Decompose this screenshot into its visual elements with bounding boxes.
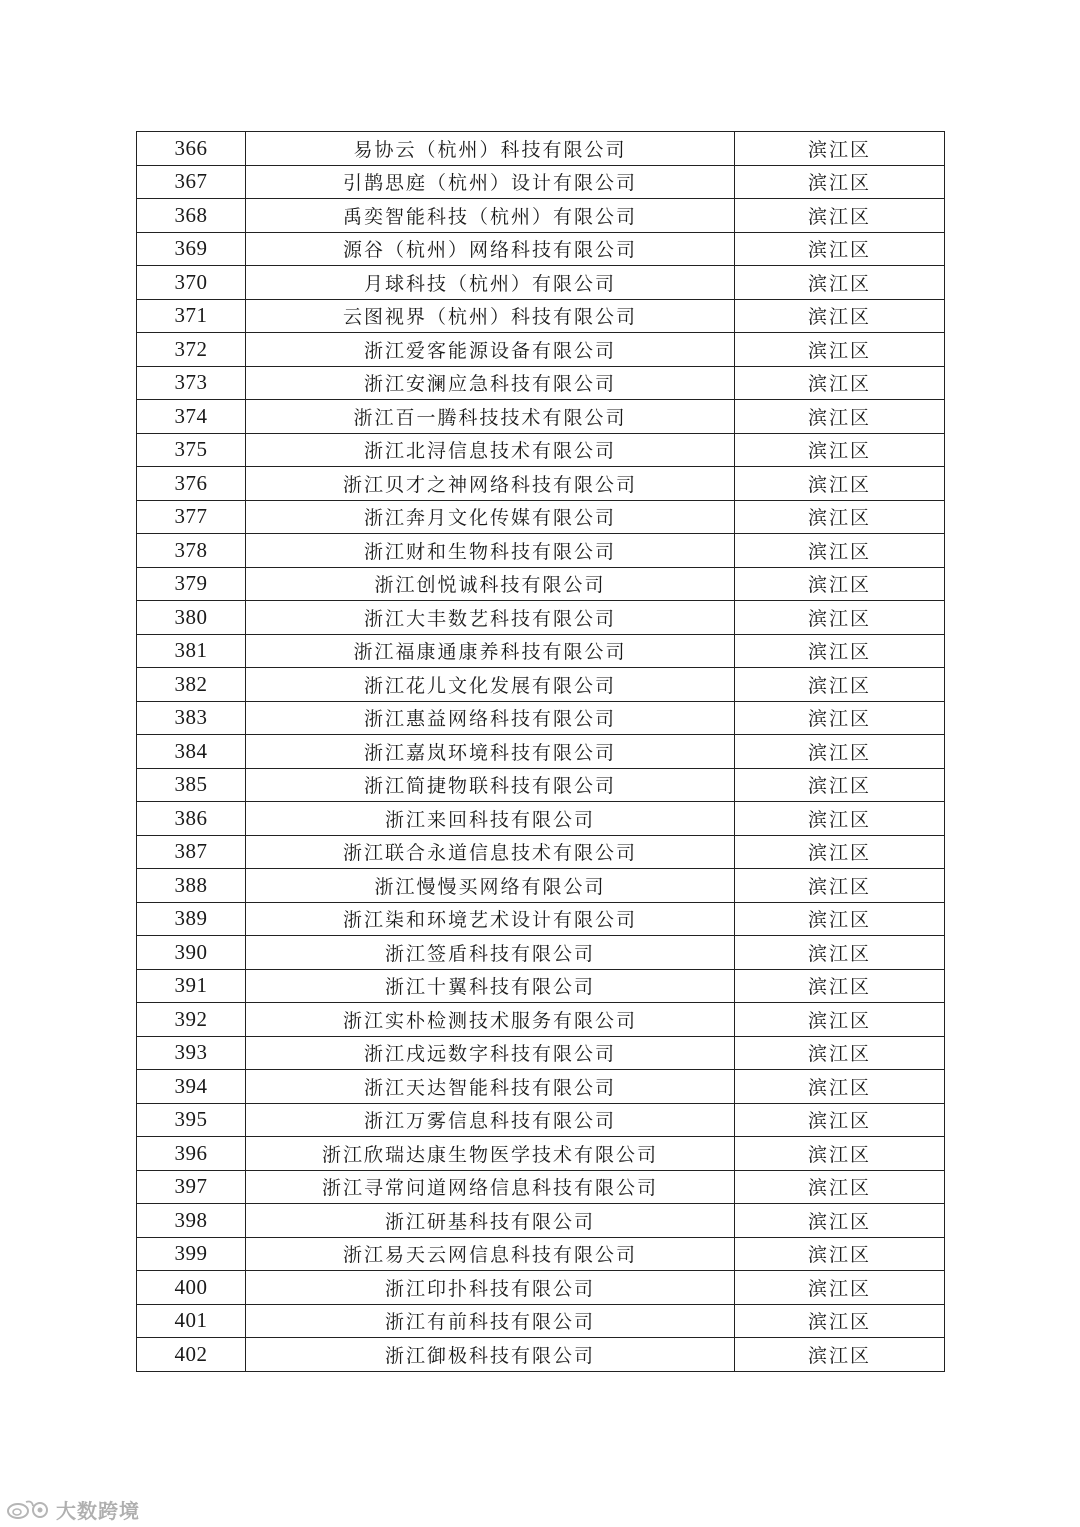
- company-name-cell: 浙江贝才之神网络科技有限公司: [246, 467, 735, 501]
- table-row: [137, 534, 945, 568]
- company-name-cell: 浙江签盾科技有限公司: [246, 936, 735, 970]
- row-number-cell: 390: [137, 936, 246, 970]
- table-row: [137, 869, 945, 903]
- row-number-cell: 397: [137, 1170, 246, 1204]
- table-row: [137, 701, 945, 735]
- row-number-cell: 394: [137, 1070, 246, 1104]
- district-cell: 滨江区: [735, 433, 945, 467]
- table-row: [137, 366, 945, 400]
- district-cell: 滨江区: [735, 1036, 945, 1070]
- company-name-cell: 浙江奔月文化传媒有限公司: [246, 500, 735, 534]
- table-row: [137, 467, 945, 501]
- district-cell: 滨江区: [735, 835, 945, 869]
- table-row: [137, 199, 945, 233]
- company-name-cell: 浙江北浔信息技术有限公司: [246, 433, 735, 467]
- table-row: [137, 668, 945, 702]
- row-number-cell: 378: [137, 534, 246, 568]
- company-name-cell: 浙江柒和环境艺术设计有限公司: [246, 902, 735, 936]
- table-row: [137, 936, 945, 970]
- table-row: [137, 1271, 945, 1305]
- district-cell: 滨江区: [735, 768, 945, 802]
- row-number-cell: 368: [137, 199, 246, 233]
- table-row: [137, 266, 945, 300]
- table-row: [137, 835, 945, 869]
- company-list-table: [136, 131, 945, 1372]
- company-name-cell: 浙江慢慢买网络有限公司: [246, 869, 735, 903]
- company-name-cell: 浙江天达智能科技有限公司: [246, 1070, 735, 1104]
- table-row: [137, 567, 945, 601]
- district-cell: 滨江区: [735, 1137, 945, 1171]
- row-number-cell: 384: [137, 735, 246, 769]
- table-row: [137, 1137, 945, 1171]
- table-row: [137, 433, 945, 467]
- district-cell: 滨江区: [735, 1003, 945, 1037]
- table-row: [137, 299, 945, 333]
- district-cell: 滨江区: [735, 735, 945, 769]
- row-number-cell: 386: [137, 802, 246, 836]
- row-number-cell: 391: [137, 969, 246, 1003]
- row-number-cell: 402: [137, 1338, 246, 1372]
- district-cell: 滨江区: [735, 1304, 945, 1338]
- table-row: [137, 1170, 945, 1204]
- district-cell: 滨江区: [735, 199, 945, 233]
- district-cell: 滨江区: [735, 132, 945, 166]
- district-cell: 滨江区: [735, 232, 945, 266]
- company-name-cell: 云图视界（杭州）科技有限公司: [246, 299, 735, 333]
- row-number-cell: 366: [137, 132, 246, 166]
- row-number-cell: 381: [137, 634, 246, 668]
- row-number-cell: 392: [137, 1003, 246, 1037]
- district-cell: 滨江区: [735, 1103, 945, 1137]
- table-row: [137, 601, 945, 635]
- district-cell: 滨江区: [735, 969, 945, 1003]
- company-name-cell: 浙江创悦诚科技有限公司: [246, 567, 735, 601]
- table-row: [137, 802, 945, 836]
- company-name-cell: 浙江福康通康养科技有限公司: [246, 634, 735, 668]
- table-row: [137, 902, 945, 936]
- district-cell: 滨江区: [735, 1338, 945, 1372]
- table-row: [137, 1003, 945, 1037]
- company-name-cell: 月球科技（杭州）有限公司: [246, 266, 735, 300]
- row-number-cell: 389: [137, 902, 246, 936]
- company-name-cell: 禹奕智能科技（杭州）有限公司: [246, 199, 735, 233]
- table-row: [137, 735, 945, 769]
- company-name-cell: 浙江花儿文化发展有限公司: [246, 668, 735, 702]
- company-name-cell: 浙江百一腾科技技术有限公司: [246, 400, 735, 434]
- table-row: [137, 1070, 945, 1104]
- district-cell: 滨江区: [735, 333, 945, 367]
- row-number-cell: 373: [137, 366, 246, 400]
- row-number-cell: 367: [137, 165, 246, 199]
- district-cell: 滨江区: [735, 936, 945, 970]
- company-name-cell: 浙江戌远数字科技有限公司: [246, 1036, 735, 1070]
- district-cell: 滨江区: [735, 366, 945, 400]
- company-name-cell: 引鹊思庭（杭州）设计有限公司: [246, 165, 735, 199]
- row-number-cell: 377: [137, 500, 246, 534]
- company-name-cell: 浙江有前科技有限公司: [246, 1304, 735, 1338]
- row-number-cell: 401: [137, 1304, 246, 1338]
- district-cell: 滨江区: [735, 1170, 945, 1204]
- row-number-cell: 370: [137, 266, 246, 300]
- table-row: [137, 165, 945, 199]
- row-number-cell: 380: [137, 601, 246, 635]
- table-row: [137, 1103, 945, 1137]
- table-body: [137, 132, 945, 1372]
- row-number-cell: 387: [137, 835, 246, 869]
- company-name-cell: 浙江财和生物科技有限公司: [246, 534, 735, 568]
- district-cell: 滨江区: [735, 902, 945, 936]
- weibo-logo-icon: [6, 1498, 50, 1520]
- company-name-cell: 浙江易天云网信息科技有限公司: [246, 1237, 735, 1271]
- row-number-cell: 399: [137, 1237, 246, 1271]
- company-name-cell: 浙江研基科技有限公司: [246, 1204, 735, 1238]
- table-row: [137, 232, 945, 266]
- watermark-text: 大数跨境: [56, 1498, 140, 1523]
- row-number-cell: 369: [137, 232, 246, 266]
- district-cell: 滨江区: [735, 869, 945, 903]
- table-row: [137, 333, 945, 367]
- row-number-cell: 376: [137, 467, 246, 501]
- company-name-cell: 浙江惠益网络科技有限公司: [246, 701, 735, 735]
- watermark: [6, 1494, 140, 1524]
- company-name-cell: 浙江简捷物联科技有限公司: [246, 768, 735, 802]
- company-name-cell: 浙江联合永道信息技术有限公司: [246, 835, 735, 869]
- table-row: [137, 634, 945, 668]
- row-number-cell: 379: [137, 567, 246, 601]
- table-row: [137, 768, 945, 802]
- district-cell: 滨江区: [735, 567, 945, 601]
- district-cell: 滨江区: [735, 1204, 945, 1238]
- company-name-cell: 浙江安澜应急科技有限公司: [246, 366, 735, 400]
- table-row: [137, 132, 945, 166]
- company-name-cell: 浙江万雾信息科技有限公司: [246, 1103, 735, 1137]
- company-name-cell: 浙江御极科技有限公司: [246, 1338, 735, 1372]
- row-number-cell: 398: [137, 1204, 246, 1238]
- table-row: [137, 1237, 945, 1271]
- district-cell: 滨江区: [735, 601, 945, 635]
- district-cell: 滨江区: [735, 1070, 945, 1104]
- company-name-cell: 浙江欣瑞达康生物医学技术有限公司: [246, 1137, 735, 1171]
- district-cell: 滨江区: [735, 1237, 945, 1271]
- company-name-cell: 浙江嘉岚环境科技有限公司: [246, 735, 735, 769]
- company-name-cell: 浙江实朴检测技术服务有限公司: [246, 1003, 735, 1037]
- company-name-cell: 浙江大丰数艺科技有限公司: [246, 601, 735, 635]
- district-cell: 滨江区: [735, 1271, 945, 1305]
- row-number-cell: 395: [137, 1103, 246, 1137]
- district-cell: 滨江区: [735, 802, 945, 836]
- row-number-cell: 372: [137, 333, 246, 367]
- district-cell: 滨江区: [735, 467, 945, 501]
- row-number-cell: 385: [137, 768, 246, 802]
- table-row: [137, 400, 945, 434]
- row-number-cell: 374: [137, 400, 246, 434]
- district-cell: 滨江区: [735, 500, 945, 534]
- district-cell: 滨江区: [735, 701, 945, 735]
- row-number-cell: 383: [137, 701, 246, 735]
- row-number-cell: 375: [137, 433, 246, 467]
- row-number-cell: 371: [137, 299, 246, 333]
- district-cell: 滨江区: [735, 634, 945, 668]
- company-name-cell: 浙江爱客能源设备有限公司: [246, 333, 735, 367]
- district-cell: 滨江区: [735, 400, 945, 434]
- company-name-cell: 易协云（杭州）科技有限公司: [246, 132, 735, 166]
- row-number-cell: 396: [137, 1137, 246, 1171]
- company-name-cell: 源谷（杭州）网络科技有限公司: [246, 232, 735, 266]
- row-number-cell: 393: [137, 1036, 246, 1070]
- company-name-cell: 浙江十翼科技有限公司: [246, 969, 735, 1003]
- row-number-cell: 388: [137, 869, 246, 903]
- company-name-cell: 浙江来回科技有限公司: [246, 802, 735, 836]
- district-cell: 滨江区: [735, 668, 945, 702]
- row-number-cell: 382: [137, 668, 246, 702]
- company-name-cell: 浙江寻常问道网络信息科技有限公司: [246, 1170, 735, 1204]
- company-name-cell: 浙江印扑科技有限公司: [246, 1271, 735, 1305]
- district-cell: 滨江区: [735, 266, 945, 300]
- table-row: [137, 969, 945, 1003]
- row-number-cell: 400: [137, 1271, 246, 1305]
- district-cell: 滨江区: [735, 534, 945, 568]
- table-row: [137, 1204, 945, 1238]
- table-row: [137, 1036, 945, 1070]
- table-row: [137, 500, 945, 534]
- table-row: [137, 1338, 945, 1372]
- district-cell: 滨江区: [735, 299, 945, 333]
- table-row: [137, 1304, 945, 1338]
- district-cell: 滨江区: [735, 165, 945, 199]
